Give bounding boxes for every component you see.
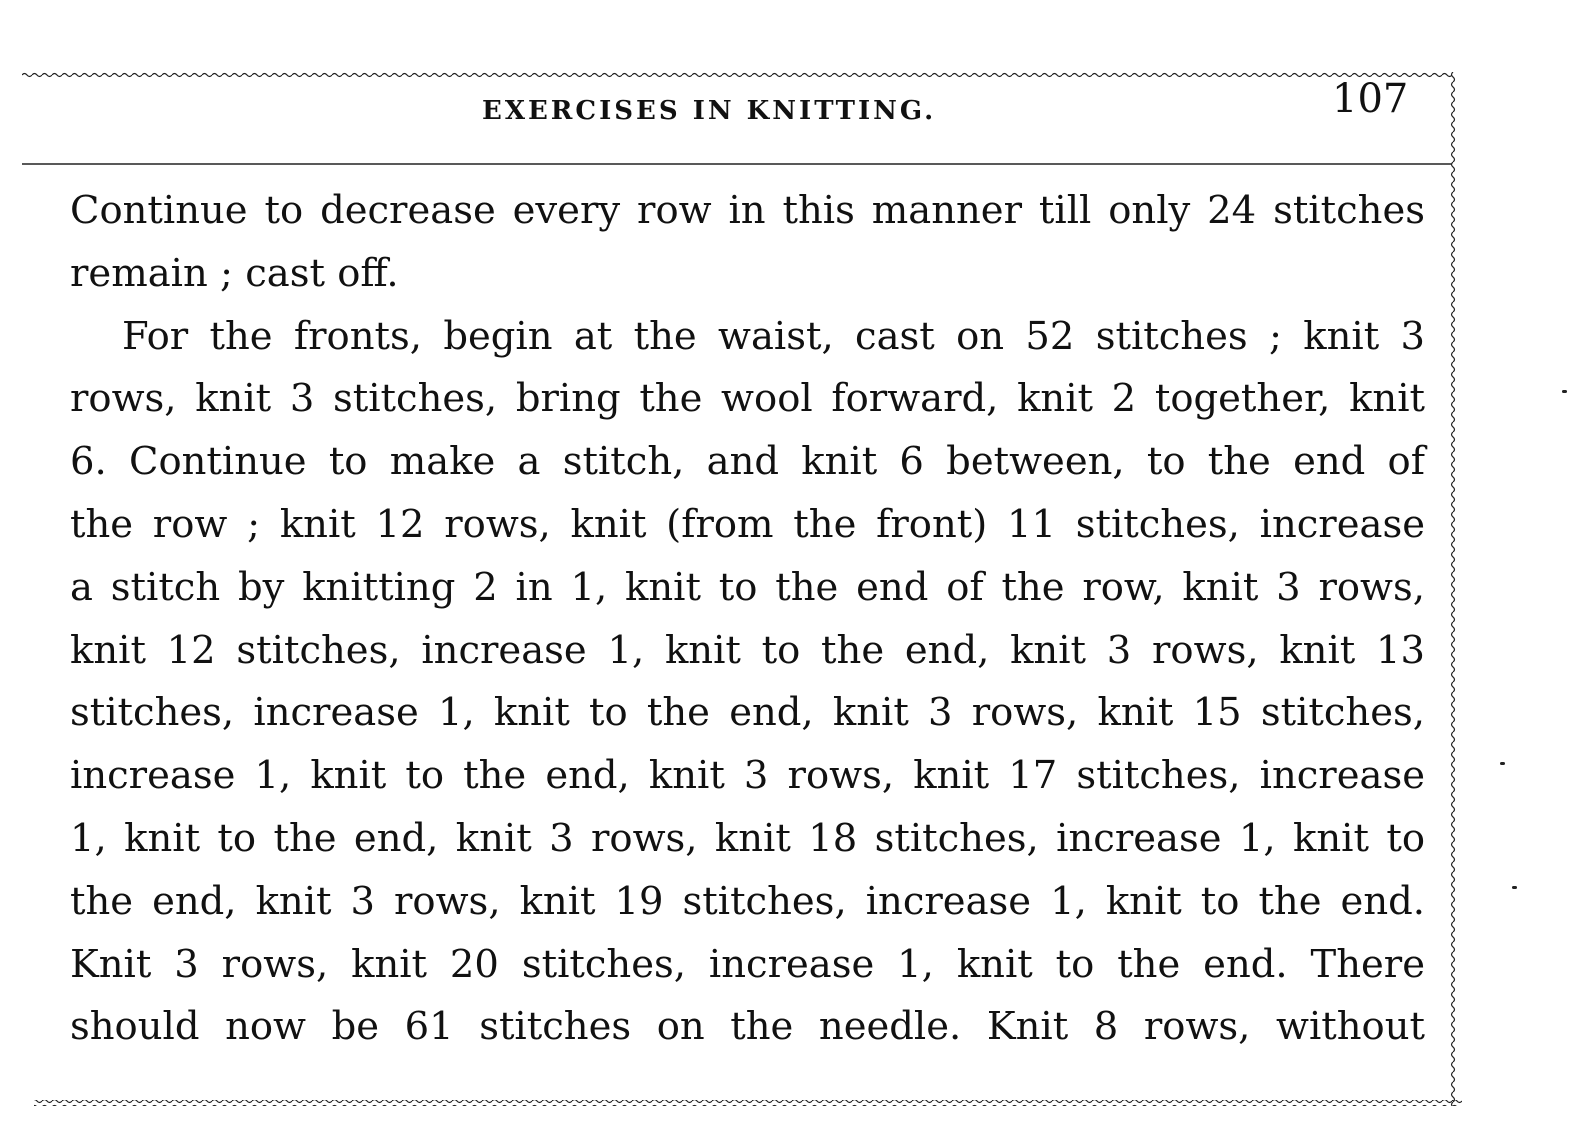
page-number: 107 [1332, 76, 1409, 122]
margin-speck [1500, 762, 1505, 765]
margin-speck [1562, 390, 1567, 393]
text-line: Knit 3 rows, knit 20 stitches, increase 1, knit to the end. There [70, 941, 1425, 987]
text-line: Continue to decrease every row in this manner till only 24 stitches [70, 188, 1425, 233]
page-header [22, 72, 1452, 164]
text-line: stitches, increase 1, knit to the end, knit 3 rows, knit 15 stitches, [70, 690, 1425, 736]
text-line: the row ; knit 12 rows, knit (from the front) 11 stitches, increase [70, 501, 1425, 547]
text-line: knit 12 stitches, increase 1, knit to the end, knit 3 rows, knit 13 [70, 627, 1425, 673]
text-line: For the fronts, begin at the waist, cast on 52 stitches ; knit 3 [122, 313, 1425, 359]
text-line: rows, knit 3 stitches, bring the wool forward, knit 2 together, knit [70, 376, 1425, 422]
margin-speck [1512, 886, 1517, 889]
body-text [70, 180, 1425, 1059]
text-line: a stitch by knitting 2 in 1, knit to the end of the row, knit 3 rows, [70, 564, 1425, 610]
text-line: increase 1, knit to the end, knit 3 rows, knit 17 stitches, increase [70, 753, 1425, 799]
text-line: remain ; cast off. [70, 250, 399, 296]
text-line: the end, knit 3 rows, knit 19 stitches, increase 1, knit to the end. [70, 878, 1425, 924]
running-head: EXERCISES IN KNITTING. [482, 96, 937, 126]
text-line: 1, knit to the end, knit 3 rows, knit 18 stitches, increase 1, knit to [70, 815, 1425, 861]
text-line: 6. Continue to make a stitch, and knit 6 between, to the end of [70, 439, 1425, 485]
page-frame [22, 72, 1462, 1094]
text-line: should now be 61 stitches on the needle. Knit 8 rows, without [70, 1004, 1425, 1050]
